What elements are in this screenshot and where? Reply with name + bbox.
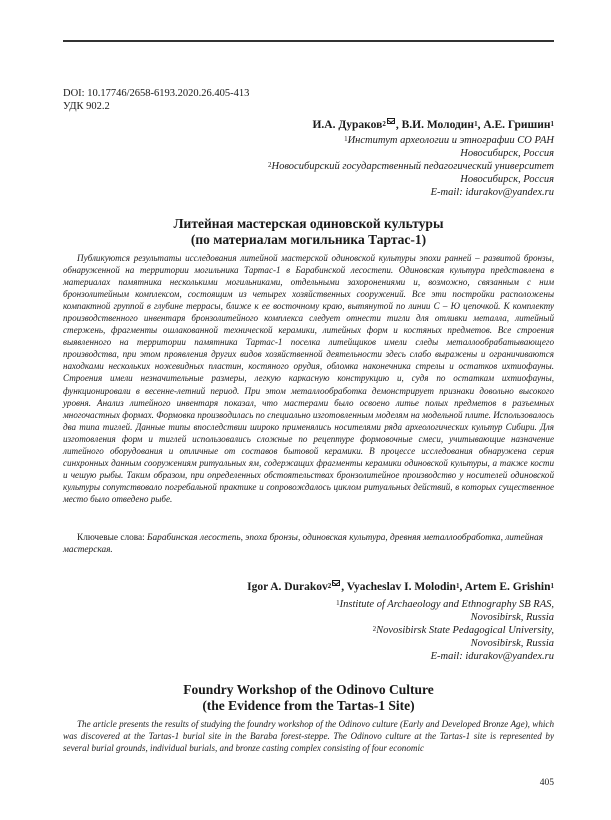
ru-author-sup: 1 (474, 120, 478, 128)
en-author-name: Vyacheslav I. Molodin (346, 581, 456, 593)
en-affiliation-2: $^2$Novosibirsk State Pedagogical University, Novosibirsk, Russia (372, 625, 554, 649)
en-authors: Igor A. Durakov$^2$ , Vyacheslav I. Molodin$^1$, Artem E. Grishin$^1$ (247, 581, 554, 593)
en-author-sup: 1 (455, 582, 460, 590)
ru-author-name: А.Е. Гришин (483, 119, 551, 131)
ru-author-name: И.А. Дураков (312, 119, 383, 131)
ru-keywords (63, 532, 554, 556)
en-title: Foundry Workshop of the Odinovo Culture (the Evidence from the Tartas-1 Site) (183, 682, 434, 713)
ru-author-name: В.И. Молодин (401, 119, 475, 131)
en-author-sup: 1 (550, 582, 554, 590)
doi: DOI: 10.17746/2658-6193.2020.26.405-413 (63, 88, 250, 99)
mail-icon (332, 580, 340, 586)
keywords-label: Ключевые слова: (77, 533, 145, 543)
ru-email: E-mail: idurakov@yandex.ru (430, 187, 554, 198)
ru-affiliation-2: $^2$Новосибирский государственный педагогический университет Новосибирск, Россия (268, 161, 554, 185)
ru-affiliation-1: $^1$Институт археологии и этнографии СО РАН Новосибирск, Россия (344, 135, 554, 159)
en-author-sup: 2 (327, 582, 332, 590)
ru-author-sup: 1 (550, 120, 554, 128)
ru-author-sup: 2 (382, 120, 386, 128)
en-affiliation-1: $^1$Institute of Archaeology and Ethnography SB RAS, Novosibirsk, Russia (336, 599, 554, 623)
udk: УДК 902.2 (63, 101, 110, 112)
page-number: 405 (539, 778, 554, 788)
en-author-name: Artem E. Grishin (464, 581, 551, 593)
en-author-name: Igor A. Durakov (247, 581, 328, 593)
en-email: E-mail: idurakov@yandex.ru (430, 651, 554, 662)
top-rule (63, 40, 554, 42)
ru-abstract: Публикуются результаты исследования литейной мастерской одиновской культуры эпохи ранней – развитой бронзы, обнаруженной на территории могильника Тартас-1 в Барабинской лесостепи. Одиновская культура представлена в материалах памятника несколькими могильниками, отдельными захоронениями и, возможно, связанным с ним бронзолитейным комплексом, состоящим из четырех хозяйственных сооружений. Все эти постройки расположены компактной группой в глубине террасы, ближе к ее восточному краю, вытянутой по линии С – Ю цепочкой. К комплекту производственного инвентаря бронзолитейного комплекса следует отнести тигли для отливки металла, литейный стержень, фрагменты ошлакованной технической керамики, литейных форм и костяных предметов. Все строения выявленного на территории памятника Тартас-1 поселка литейщиков имели следы металлообрабатывающего производства, при этом проявления других видов хозяйственной деятельности здесь слабо выражены и ограничиваются находками нескольких ножевидных пластин, костяного орудия, обломка наконечника стрелы и остатков ихтиофауны. Строения имели незначительные размеры, легкую каркасную конструкцию и, судя по остаткам ихтиофауны, функционировали в весенне-летний период. При этом металлообработка демонстрирует признаки довольно высокого уровня. Анализ литейного инвентаря показал, что мастерами было освоено литье полых предметов в разъемных многочастных формах. Формовка производилась по специально изготовленным моделям на модельной плите. Использовалось два типа тиглей. Данные типы впоследствии широко применялись носителями ряда археологических культур Сибири. Для изготовления форм и тиглей использовались сложные по рецептуре формовочные смеси, учитывающие назначение литейного оборудования и отличные от составов бытовой керамики. В процессе исследования обнаружена серия синхронных данным сооружениям ритуальных ям, содержащих фрагменты керамики одиновской культуры, а также кости и чешую рыбы. Таким образом, при определенных обстоятельствах бронзолитейное производство у носителей одиновской культуры сопутствовало погребальной практике и сопровождалось циклом ритуальных действий, в которых существенное место было отведено рыбе. (63, 253, 554, 504)
en-abstract: The article presents the results of studying the foundry workshop of the Odinovo culture (Early and Developed Bronze Age), which was discovered at the Tartas-1 burial site in the Baraba forest-steppe. The Odinovo culture at the Tartas-1 site is represented by several burial grounds, individual burials, and bronze casting complex consisting of four economic (63, 719, 554, 754)
ru-authors: И.А. Дураков$^2$ , В.И. Молодин$^1$, А.Е. Гришин$^1$ (312, 119, 554, 131)
keywords-text: Барабинская лесостепь, эпоха бронзы, одиновская культура, древняя металлообработка, литейная мастерская. (63, 533, 544, 555)
mail-icon (387, 118, 395, 124)
ru-title: Литейная мастерская одиновской культуры (по материалам могильника Тартас-1) (173, 216, 444, 247)
